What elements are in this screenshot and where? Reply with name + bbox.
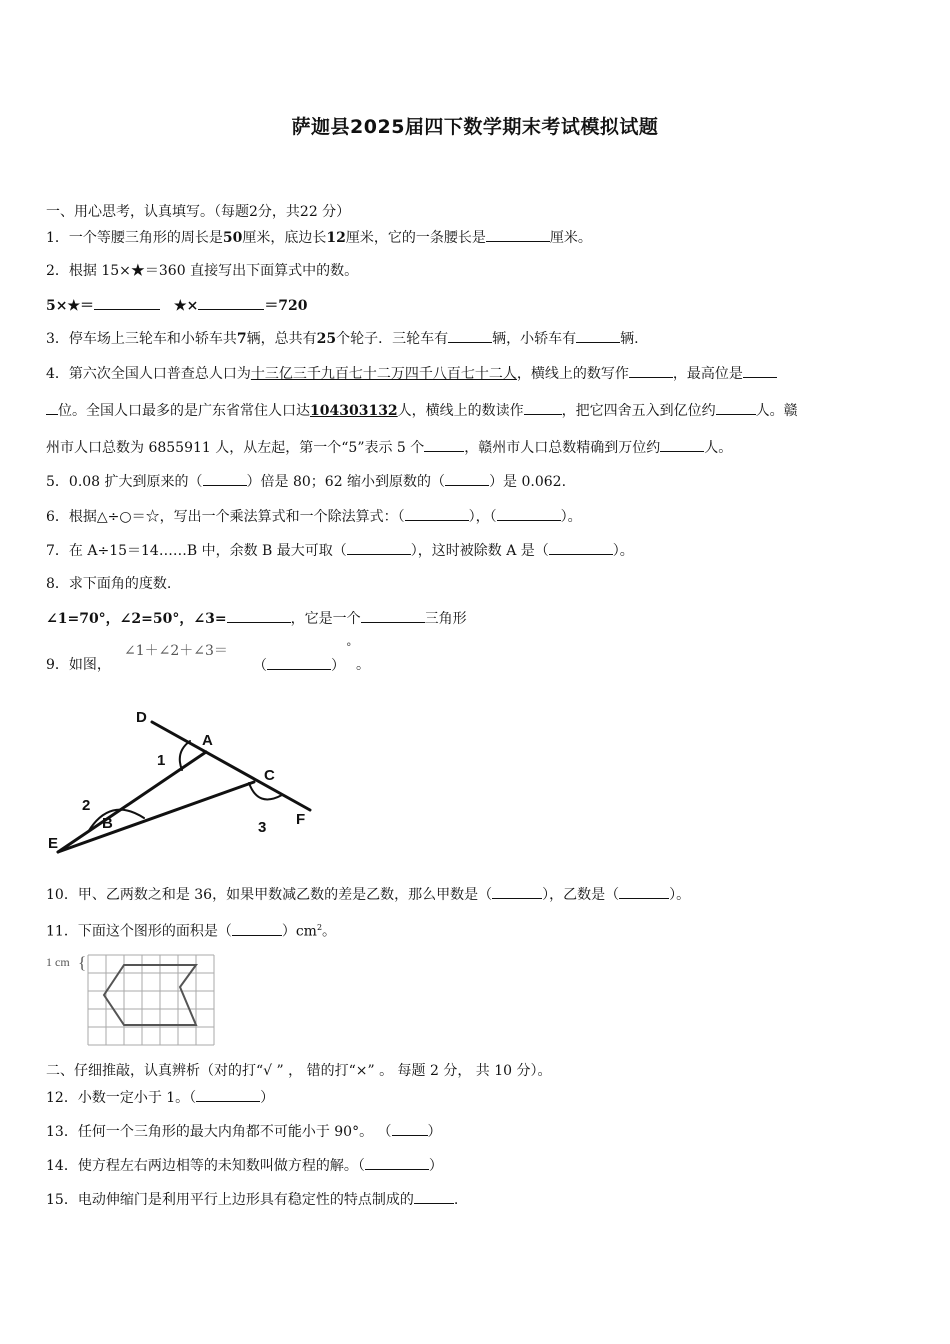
question-5: 5．0.08 扩大到原来的（ ）倍是 80；62 缩小到原数的（ ）是 0.062.: [46, 471, 566, 492]
shape-outline: [104, 965, 196, 1025]
answer-blank[interactable]: [94, 295, 160, 310]
answer-blank[interactable]: [576, 328, 620, 343]
question-2-items: 5×★＝ ★× ＝720: [46, 295, 308, 316]
question-9-answer: （ ）: [253, 655, 345, 676]
angle-figure: [40, 700, 340, 865]
line-df: [152, 722, 310, 810]
answer-blank[interactable]: [414, 1189, 454, 1204]
grid-figure: [44, 950, 224, 1050]
question-6: 6．根据△÷○＝☆，写出一个乘法算式和一个除法算式：（ ），（ ）。: [46, 506, 582, 527]
answer-blank[interactable]: [549, 540, 613, 555]
label-a: A: [202, 732, 213, 749]
label-b: B: [102, 815, 113, 832]
label-e: E: [48, 835, 59, 852]
question-10: 10．甲、乙两数之和是 36，如果甲数减乙数的差是乙数，那么甲数是（ ），乙数是（ ）。: [46, 884, 690, 905]
question-1: 1．一个等腰三角形的周长是50厘米，底边长12厘米，它的一条腰长是 厘米。: [46, 227, 592, 248]
answer-blank[interactable]: [524, 400, 562, 415]
question-13: 13．任何一个三角形的最大内角都不可能小于 90°。 （ ）: [46, 1121, 442, 1142]
question-3: 3．停车场上三轮车和小轿车共7辆，总共有25个轮子．三轮车有 辆，小轿车有 辆.: [46, 328, 639, 349]
answer-blank[interactable]: [405, 506, 469, 521]
section-heading-1: 一、用心思考，认真填写。（每题2分，共22 分）: [46, 204, 351, 220]
question-11: 11．下面这个图形的面积是（ ）$cm^2$。: [46, 918, 336, 942]
answer-blank[interactable]: [227, 608, 291, 623]
line-ec: [58, 782, 254, 852]
answer-blank[interactable]: [347, 540, 411, 555]
question-4-line-3: 州市人口总数为 6855911 人，从左起，第一个“5”表示 5 个 ，赣州市人口总数精确到万位约 人。: [46, 437, 732, 458]
svg-text:{: {: [78, 953, 87, 972]
question-8-items: ∠1=70°，∠2=50°，∠3= ，它是一个 三角形: [46, 608, 467, 629]
label-f: F: [296, 811, 306, 828]
answer-blank[interactable]: [196, 1087, 260, 1102]
answer-blank[interactable]: [365, 1155, 429, 1170]
question-2: 2．根据 15×★＝360 直接写出下面算式中的数。: [46, 263, 359, 279]
answer-blank[interactable]: [629, 363, 673, 378]
question-12: 12．小数一定小于 1。（ ）: [46, 1087, 274, 1108]
question-9: 9．如图，: [46, 657, 111, 673]
angle-sum-formula: ∠1＋∠2＋∠3＝: [124, 643, 228, 659]
label-c: C: [264, 767, 275, 784]
question-4-line-2: 位。全国人口最多的是广东省常住人口达104303132人，横线上的数读作 ，把它四舍五入到亿位约 人。赣: [46, 400, 798, 421]
answer-blank[interactable]: [203, 471, 247, 486]
answer-blank[interactable]: [232, 921, 282, 936]
answer-blank[interactable]: [267, 655, 331, 670]
label-2: 2: [82, 797, 91, 814]
question-9-end: 。: [356, 657, 370, 673]
answer-blank[interactable]: [619, 884, 669, 899]
answer-blank[interactable]: [743, 363, 777, 378]
question-4-line-1: 4．第六次全国人口普查总人口为十三亿三千九百七十二万四千八百七十二人，横线上的数写作 ，最高位是: [46, 363, 777, 384]
degree-mark: °: [346, 641, 352, 654]
answer-blank[interactable]: [716, 400, 756, 415]
answer-blank[interactable]: [198, 295, 264, 310]
answer-blank[interactable]: [392, 1121, 428, 1136]
question-8: 8．求下面角的度数.: [46, 576, 172, 592]
answer-blank[interactable]: [445, 471, 489, 486]
question-15: 15．电动伸缩门是利用平行上边形具有稳定性的特点制成的 .: [46, 1189, 458, 1210]
page-title: 萨迦县2025届四下数学期末考试模拟试题: [291, 116, 659, 138]
question-14: 14．使方程左右两边相等的未知数叫做方程的解。（ ）: [46, 1155, 443, 1176]
answer-blank[interactable]: [424, 437, 464, 452]
answer-blank[interactable]: [46, 400, 58, 415]
label-d: D: [136, 709, 147, 726]
answer-blank[interactable]: [448, 328, 492, 343]
answer-blank[interactable]: [497, 506, 561, 521]
answer-blank[interactable]: [492, 884, 542, 899]
question-7: 7．在 A÷15＝14……B 中，余数 B 最大可取（ ），这时被除数 A 是（ ）。: [46, 540, 634, 561]
label-3: 3: [258, 819, 267, 836]
answer-blank[interactable]: [486, 227, 550, 242]
answer-blank[interactable]: [660, 437, 704, 452]
label-1: 1: [157, 752, 166, 769]
section-heading-2: 二、仔细推敲，认真辨析（对的打“√ ” ， 错的打“×” 。 每题 2 分， 共 10 分）。: [46, 1063, 552, 1079]
answer-blank[interactable]: [361, 608, 425, 623]
unit-label: 1 cm: [46, 955, 70, 969]
line-ea: [58, 752, 206, 852]
